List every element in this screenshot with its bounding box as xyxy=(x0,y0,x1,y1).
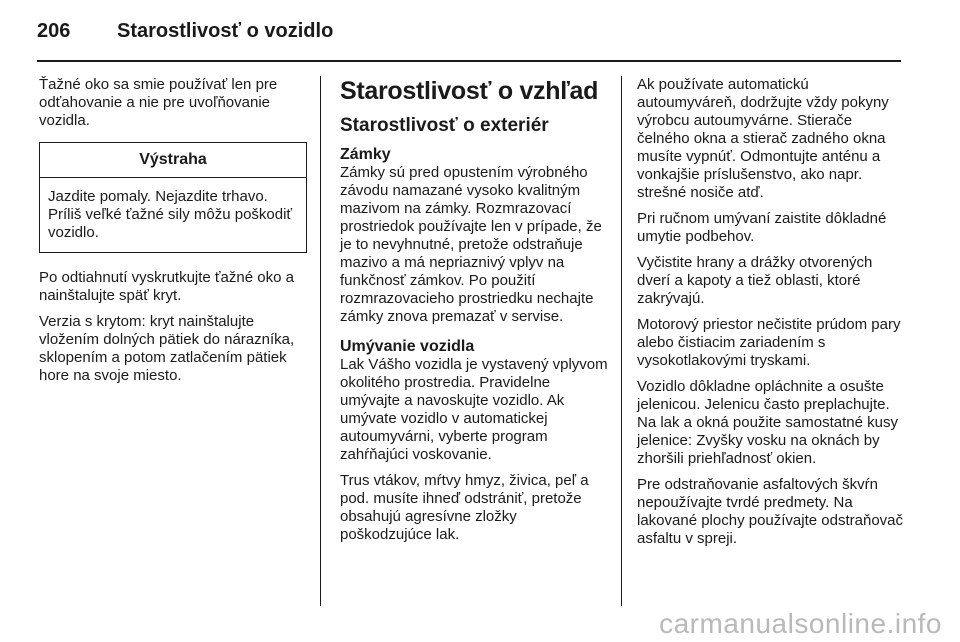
watermark: carmanualsonline.info xyxy=(659,608,942,639)
locks-paragraph: Zámky sú pred opustením výrobného závodu namazané vysoko kvalitným mazivom na zámky. Rozmrazovací prostriedok používajte len v prípade, že je to nevyhnutné, pretože odstraňuje mazivo a má nepriaznivý vplyv na funkčnosť zámkov. Po použití rozmrazovacieho prostriedku nechajte zámky znova premazať v servise. xyxy=(340,164,602,325)
cover-version-paragraph: Verzia s krytom: kryt nainštalujte vložením dolných pätiek do nárazníka, sklopením a potom zatlačením pätiek hore na svoje miesto. xyxy=(39,313,295,384)
washing-paragraph: Lak Vášho vozidla je vystavený vplyvom okolitého prostredia. Pravidelne umývajte a navoskujte vozidlo. Ak umývate vozidlo v automatickej autoumyvárni, vyberte program zahŕňajúci voskovanie. xyxy=(340,356,608,463)
warning-title: Výstraha xyxy=(40,143,306,178)
page-header xyxy=(37,20,333,50)
carwash-paragraph: Ak používate automatickú autoumyváreň, dodržujte vždy pokyny výrobcu autoumyvárne. Stierače čelného okna a stierač zadného okna musíte vypnúť. Odmontujte anténu a vonkajšie príslušenstvo, ako napr. strešné nosiče atď. xyxy=(637,76,889,201)
page-number: 206 xyxy=(37,20,71,42)
column-3 xyxy=(637,76,905,556)
warning-body: Jazdite pomaly. Nejazdite trhavo. Príliš veľké ťažné sily môžu poškodiť vozidlo. xyxy=(48,188,293,241)
towing-eye-paragraph: Ťažné oko sa smie používať len pre odťahovanie a nie pre uvoľňovanie vozidla. xyxy=(39,76,278,129)
warning-box xyxy=(39,142,307,253)
column-1 xyxy=(39,76,307,393)
column-divider-1 xyxy=(320,76,321,606)
subsection-heading: Starostlivosť o exteriér xyxy=(340,115,549,136)
locks-heading: Zámky xyxy=(340,146,391,163)
wheel-arch-paragraph: Pri ručnom umývaní zaistite dôkladné umytie podbehov. xyxy=(637,210,887,245)
droppings-paragraph: Trus vtákov, mŕtvy hmyz, živica, peľ a pod. musíte ihneď odstrániť, pretože obsahujú agresívne zložky poškodzujúce lak. xyxy=(340,472,589,543)
column-divider-2 xyxy=(621,76,622,606)
engine-bay-paragraph: Motorový priestor nečistite prúdom pary alebo čistiacim zariadením s vysokotlakovými tryskami. xyxy=(637,316,901,369)
washing-heading: Umývanie vozidla xyxy=(340,338,475,355)
door-edges-paragraph: Vyčistite hrany a drážky otvorených dverí a kapoty a tiež oblasti, ktoré zakrývajú. xyxy=(637,254,873,307)
rinse-paragraph: Vozidlo dôkladne opláchnite a osušte jelenicou. Jelenicu často preplachujte. Na lak a okná použite samostatné kusy jelenice: Zvyšky vosku na oknách by zhoršili priehľadnosť okien. xyxy=(637,378,898,467)
header-rule xyxy=(37,60,901,62)
after-towing-paragraph: Po odtiahnutí vyskrutkujte ťažné oko a nainštalujte späť kryt. xyxy=(39,269,294,304)
tar-paragraph: Pre odstraňovanie asfaltových škvŕn nepoužívajte tvrdé predmety. Na lakované plochy používajte odstraňovač asfaltu v spreji. xyxy=(637,476,904,547)
section-heading: Starostlivosť o vzhľad xyxy=(340,77,599,105)
column-2 xyxy=(340,76,608,552)
running-title: Starostlivosť o vozidlo xyxy=(117,20,334,42)
